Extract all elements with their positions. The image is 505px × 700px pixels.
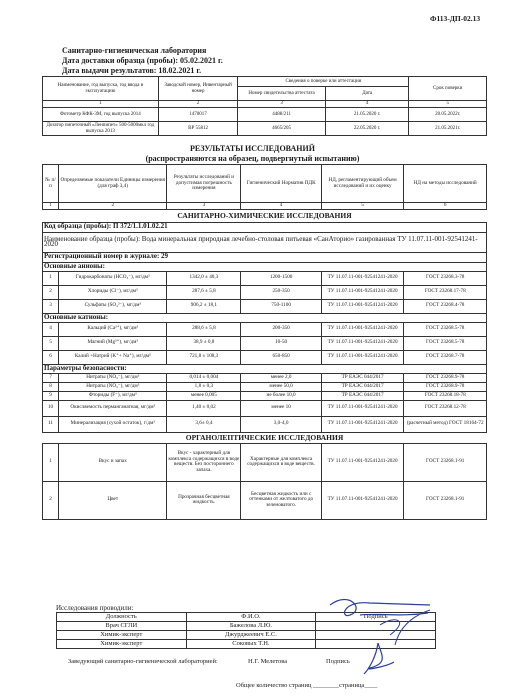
row-nd-reg: ТУ 11.07.11-001-92541241-2020 [321,271,404,285]
row-nd-reg: ТУ 11.07.11-001-92541241-2020 [321,336,404,350]
table-row [43,350,487,364]
row-norm: менее 10 [241,400,321,416]
head-sign-label: Подпись [326,658,350,665]
eq-h-cert: Номер свидетельства аттестата [238,87,326,101]
row-nd-reg: ТУ 11.07.11-001-92541241-2020 [321,299,404,313]
eq-h-date: Дата [325,87,409,101]
row-number: 2 [43,481,59,519]
col-h-norm: Гигиенический Норматив ПДК [241,165,321,203]
row-norm: 200-350 [241,322,321,336]
row-result: Прозрачная бесцветная жидкость. [167,481,241,519]
col-h-no: № п/ п [43,165,59,203]
row-nd-reg: ТР ЕАЭС 044/2017 [321,391,404,400]
anions-title: Основные анионы: [43,262,487,271]
row-nd-reg: ТР ЕАЭС 044/2017 [321,373,404,382]
table-row [43,336,487,350]
row-number: 7 [43,373,59,382]
signature-head [358,638,398,678]
staff-h-sign: Подпись [316,613,436,622]
eq-num: 4 [325,101,409,108]
row-nd-reg: ТУ 11.07.11-001-92541241-2020 [321,481,404,519]
row-indicator: Магний (Mg²⁺), мг/дм³ [59,336,167,350]
row-nd-reg: ТУ 11.07.11-001-92541241-2020 [321,416,404,432]
row-result: 287,6 ± 5,8 [167,285,241,299]
col-h-result: Результаты исследований и допустимая погрешность измерения [167,165,241,203]
row-nd-reg: ТУ 11.07.11-001-92541241-2020 [321,400,404,416]
row-nd-method: ГОСТ 23268.18-78 [404,391,487,400]
eq-num: 1 [43,101,159,108]
col-num: 1 [43,203,59,210]
row-nd-reg: ТУ 11.07.11-001-92541241-2020 [321,285,404,299]
row-nd-method: ГОСТ 23268.3-78 [404,271,487,285]
sample-name: Наименование образца (пробы): Вода минеральная природная лечебно-столовая питьевая «СанАторио» газированная ТУ 11.07.11-001-92541241-2020 [43,232,487,252]
eq-row-cert: 4665/205 [238,122,326,136]
row-nd-reg: ТР ЕАЭС 044/2017 [321,382,404,391]
eq-row-cert: 4488/211 [238,108,326,122]
eq-num: 3 [238,101,326,108]
row-result: 906,2 ± 18,1 [167,299,241,313]
row-indicator: Калий +Натрий (K⁺+ Na⁺), мг/дм³ [59,350,167,364]
staff-fio: Бажелова Л.Ю. [186,622,316,631]
results-subtitle: (распространяются на образец, подвергнутый испытанию) [145,154,360,163]
row-result: 721,8 ± 108,3 [167,350,241,364]
equipment-table [42,76,487,136]
row-result: 288,6 ± 5,8 [167,322,241,336]
row-indicator: Окисляемость перманганатная, мг/дм³ [59,400,167,416]
row-nd-method: ГОСТ 23268.9-78 [404,373,487,382]
date-delivery: Дата доставки образца (пробы): 05.02.2021 г. [62,56,223,65]
row-result: 0,014 ± 0,004 [167,373,241,382]
row-norm: не более 10,0 [241,391,321,400]
row-norm: Характерные для комплекса содержащихся в воде веществ. [241,443,321,481]
row-number: 4 [43,322,59,336]
col-h-nd-reg: НД, регламентирующий объем исследований и их оценку [321,165,404,203]
row-result: менее 0,005 [167,391,241,400]
table-row [43,391,487,400]
row-norm: 250-350 [241,285,321,299]
eq-h-serial: Заводской номер, Инвентарный номер [158,77,238,101]
organo-rows [43,443,487,519]
eq-num: 2 [158,101,238,108]
row-indicator: Нитраты (NO₃⁻), мг/дм³ [59,382,167,391]
row-result: 1342,0 ± 40,3 [167,271,241,285]
row-nd-method: ГОСТ 23268.1-91 [404,481,487,519]
eq-row-serial: 1470017 [158,108,238,122]
table-row [43,400,487,416]
row-indicator: Цвет [59,481,167,519]
eq-row-name: Дозатор пипеточный «Ленпипет» 500-5000мкл год выпуска 2013 [43,122,159,136]
row-nd-method: ГОСТ 23268.9-78 [404,382,487,391]
date-results: Дата выдачи результатов: 18.02.2021 г. [62,66,202,75]
row-norm: 10-50 [241,336,321,350]
staff-fio: Джурджеевич Е.С. [186,631,316,640]
row-number: 2 [43,285,59,299]
row-norm: менее 2,0 [241,373,321,382]
row-indicator: Сульфаты (SO₄²⁻), мг/дм³ [59,299,167,313]
row-norm: 3,0-4,0 [241,416,321,432]
staff-pos: Химик-эксперт [57,640,187,649]
row-indicator: Минерализация (сухой остаток), г/дм³ [59,416,167,432]
row-nd-method: ГОСТ 23268.5-78 [404,322,487,336]
row-result: 1,8 ± 0,3 [167,382,241,391]
row-norm: 1200-1500 [241,271,321,285]
page-count: Общее количество страниц ________страница____ [236,682,378,689]
cations-title: Основные катионы: [43,313,487,322]
reg-number: Регистрационный номер в журнале: 29 [43,252,487,262]
row-result: 3,6± 0,4 [167,416,241,432]
eq-h-verify: Сведения о поверке или аттестации [238,77,409,87]
row-number: 9 [43,391,59,400]
row-indicator: Гидрокарбонаты (HCO₃⁻), мг/дм³ [59,271,167,285]
eq-h-term: Срок поверки [409,77,487,101]
eq-row-term: 21.05.2021г. [409,122,487,136]
safety-rows [43,373,487,432]
row-norm: Бесцветная жидкость или с оттенками от желтоватого до зеленоватого. [241,481,321,519]
staff-h-pos: Должность [57,613,187,622]
row-result: 1,40 ± 0,02 [167,400,241,416]
eq-row-date: 21.05.2020 г. [325,108,409,122]
row-norm: 650-850 [241,350,321,364]
row-nd-reg: ТУ 11.07.11-001-92541241-2020 [321,350,404,364]
eq-row-name: Фотометр КФК-3М, год выпуска 2014 [43,108,159,122]
row-result: 38,9 ± 0,8 [167,336,241,350]
head-label: Заведующий санитарно-гигиенической лабораторией: [68,658,218,665]
staff-pos: Химик-эксперт [57,631,187,640]
col-h-nd-method: НД на методы исследований [404,165,487,203]
staff-pos: Врач СГЛИ [57,622,187,631]
row-nd-method: ГОСТ 23268.7-78 [404,350,487,364]
table-row [43,481,487,519]
row-number: 3 [43,299,59,313]
staff-title: Исследования проводили: [56,604,134,612]
row-nd-method: ГОСТ 23268.5-78 [404,336,487,350]
row-nd-reg: ТУ 11.07.11-001-92541241-2020 [321,322,404,336]
col-num: 4 [241,203,321,210]
row-nd-method: ГОСТ 23268.1-91 [404,443,487,481]
table-row [43,285,487,299]
row-number: 5 [43,336,59,350]
lab-name: Санитарно-гигиеническая лаборатория [62,46,207,55]
row-result: Вкус - характерный для комплекса содержащихся в воде веществ. Без постороннего запаха. [167,443,241,481]
staff-h-fio: Ф.И.О. [186,613,316,622]
results-table [42,164,487,520]
col-num: 5 [321,203,404,210]
row-number: 1 [43,443,59,481]
row-nd-reg: ТУ 11.07.11-001-92541241-2020 [321,443,404,481]
table-row [43,443,487,481]
eq-num: 5 [409,101,487,108]
eq-row-term: 20.05.2022г. [409,108,487,122]
col-h-indicator: Определяемые показатели Единицы измерения (для граф 3,4) [59,165,167,203]
eq-row-serial: ВР 55812 [158,122,238,136]
row-number: 10 [43,400,59,416]
row-norm: менее 50,0 [241,382,321,391]
row-nd-method: ГОСТ 23268.4-78 [404,299,487,313]
table-row [43,271,487,285]
eq-h-name: Наименование, год выпуска, год ввода в эксплуатацию [43,77,159,101]
row-nd-method: ГОСТ 23268.17-78 [404,285,487,299]
eq-row-date: 22.05.2020 г. [325,122,409,136]
cations-rows [43,322,487,364]
row-number: 6 [43,350,59,364]
row-number: 8 [43,382,59,391]
row-nd-method: (расчетный метод) ГОСТ 18164-72 [404,416,487,432]
row-indicator: Вкус и запах [59,443,167,481]
col-num: 6 [404,203,487,210]
table-row [43,299,487,313]
staff-fio: Соковых Т.Н. [186,640,316,649]
col-num: 2 [59,203,167,210]
row-indicator: Кальций (Ca²⁺), мг/дм³ [59,322,167,336]
col-num: 3 [167,203,241,210]
sanchem-title: САНИТАРНО-ХИМИЧЕСКИЕ ИССЛЕДОВАНИЯ [177,210,352,220]
row-number: 1 [43,271,59,285]
head-name: Н.Г. Мелетова [248,658,288,665]
organo-title: ОРГАНОЛЕПТИЧЕСКИЕ ИССЛЕДОВАНИЯ [185,432,344,442]
table-row [43,416,487,432]
row-norm: 750-1100 [241,299,321,313]
table-row [43,373,487,382]
row-indicator: Фториды (F⁻), мг/дм³ [59,391,167,400]
results-title: РЕЗУЛЬТАТЫ ИССЛЕДОВАНИЙ [190,144,315,153]
row-nd-method: ГОСТ 23268.12-78 [404,400,487,416]
row-indicator: Нитраты (NO₃⁻), мг/дм³ [59,373,167,382]
sample-code: Код образца (пробы): П 372/1.1.01.02.21 [43,222,487,232]
row-number: 11 [43,416,59,432]
form-code: Ф113-ДП-02.13 [430,14,481,23]
safety-title: Параметры безопасности: [43,364,487,373]
anions-rows [43,271,487,313]
table-row [43,322,487,336]
table-row [43,382,487,391]
row-indicator: Хлориды (Cl⁻), мг/дм³ [59,285,167,299]
